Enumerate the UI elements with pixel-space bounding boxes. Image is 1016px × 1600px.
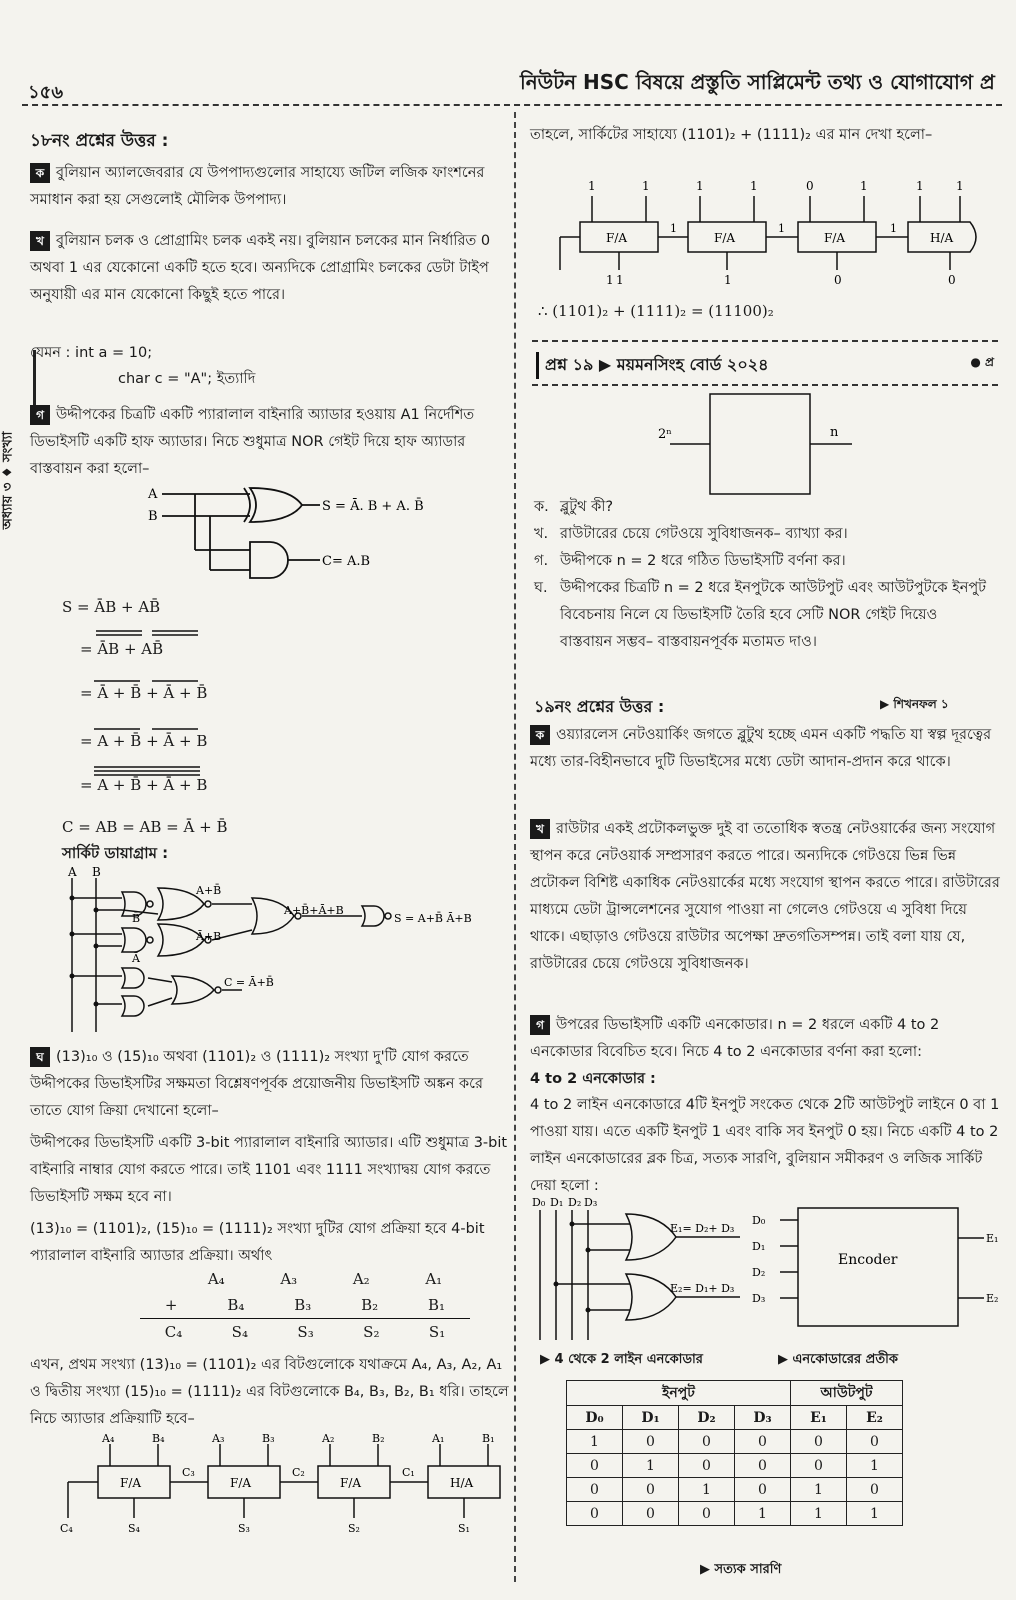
table-head-input: ইনপুট [567, 1381, 791, 1406]
col-d0: D₀ [567, 1406, 623, 1430]
column-divider [514, 112, 516, 1582]
r-ka-mark: ক [530, 725, 550, 745]
table-cell: 1 [847, 1502, 903, 1526]
r-block-2: F/A [714, 231, 736, 245]
ga-mark: গ [30, 405, 50, 425]
r-ga-text: উপরের ডিভাইসটি একটি এনকোডার। n = 2 ধরলে একটি 4 to 2 এনকোডার বিবেচিত হবে। নিচে 4 to 2 এনকোডার বর্ণনা করা হলো: [530, 1017, 940, 1060]
table-cell: 0 [623, 1478, 679, 1502]
encoder-block-stimulus [640, 392, 860, 496]
r-kha-text: রাউটার একই প্রটোকলভুক্ত দুই বা ততোধিক স্বতন্ত্র নেটওয়ার্কের জন্য সংযোগ স্থাপন করে নেটওয়ার্ক সম্প্রসারণ করতে পারে। অন্যদিকে গেটওয়ে ভিন্ন ভিন্ন প্রটোকল বিশিষ্ট একাধিক নেটওয়ার্কের মধ্যে সংযোগ স্থাপন করতে পারে। রাউটারের মাধ্যমে ডেটা ট্রান্সলেশনের সুযোগ পাওয়া না গেলেও গেটওয়ে এ সুবিধা দিয়ে থাকে। এছাড়াও গেটওয়ে রাউটার অপেক্ষা দ্রুতগতিসম্পন্ন। তাই বলা যায় যে, রাউটারের চেয়ে গেটওয়ে সুবিধাজনক। [530, 821, 1000, 972]
circuit-title: সার্কিট ডায়াগ্রাম : [62, 844, 169, 862]
learning-outcome: ▶ শিখনফল ১ [880, 697, 949, 711]
caption-encoder-circuit: ▶ 4 থেকে 2 লাইন এনকোডার [540, 1352, 703, 1367]
block-fa-4: F/A [120, 1476, 142, 1490]
page-number: ১৫৬ [28, 82, 64, 103]
s3: S₃ [297, 1323, 314, 1341]
s4: S₄ [231, 1323, 248, 1341]
b3: B₃ [294, 1296, 312, 1314]
s1: S₁ [428, 1323, 446, 1341]
add-row-b [140, 1296, 470, 1314]
r-kha-mark: খ [530, 819, 550, 839]
eq-line-1: S = ĀB + AB̄ [62, 598, 161, 616]
r-carry-2: 1 [778, 222, 785, 235]
stimulus-input-label: 2ⁿ [658, 427, 672, 442]
truth-table-column-header [567, 1406, 903, 1430]
gha-text-1: (13)₁₀ ও (15)₁₀ অথবা (1101)₂ ও (1111)₂ সংখ্যা দু'টি যোগ করতে উদ্দীপকের ডিভাইসটির সক্ষমতা বিশ্লেষণপূর্বক প্রয়োজনীয় ডিভাইসটি অঙ্কন করে তাতে যোগ ক্রিয়া দেখানো হলো– [30, 1049, 483, 1119]
circuit-output-c: C = Ā+B̄ [224, 976, 274, 989]
in-a4: A₄ [102, 1432, 115, 1445]
sym-in-d0: D₀ [752, 1214, 766, 1227]
table-cell: 0 [623, 1430, 679, 1454]
gha-text-4: এখন, প্রথম সংখ্যা (13)₁₀ = (1101)₂ এর বিটগুলোকে যথাক্রমে A₄, A₃, A₂, A₁ ও দ্বিতীয় সংখ্যা (15)₁₀ = (1111)₂ এর বিটগুলোকে B₄, B₃, B₂, B₁ ধরি। তাহলে নিচে অ্যাডার প্রক্রিয়াটি হবে– [30, 1357, 509, 1427]
truth-table [566, 1380, 903, 1526]
table-cell: 0 [623, 1502, 679, 1526]
table-head-output: আউটপুট [791, 1381, 903, 1406]
bit-a3: 1 [696, 179, 704, 193]
out-c4: C₄ [60, 1522, 73, 1535]
encoder-title: 4 to 2 এনকোডার : [530, 1071, 656, 1087]
eq-line-2: = ĀB + AB̄ [80, 640, 164, 658]
table-cell: 0 [679, 1454, 735, 1478]
gha-text-2: উদ্দীপকের ডিভাইসটি একটি 3-bit প্যারালাল বাইনারি অ্যাডার। এটি শুধুমাত্র 3-bit বাইনারি নাম্বার যোগ করতে পারে। তাই 1101 এবং 1111 সংখ্যাদ্বয় যোগ করতে ডিভাইসটি সক্ষম হবে না। [30, 1135, 508, 1205]
out-s3: S₃ [238, 1522, 250, 1535]
enc-in-d2: D₂ [568, 1196, 582, 1209]
table-row [567, 1454, 903, 1478]
table-cell: 1 [623, 1454, 679, 1478]
encoder-description: 4 to 2 লাইন এনকোডারে 4টি ইনপুট সংকেত থেকে 2টি আউটপুট লাইনে 0 বা 1 পাওয়া যায়। এতে একটি ইনপুট 1 এবং বাকি সব ইনপুট 0 হয়। নিচে একটি 4 to 2 লাইন এনকোডারের ব্লক চিত্র, সত্যক সারণি, বুলিয়ান সমীকরণ ও লজিক সার্কিট দেয়া হলো : [530, 1097, 1000, 1194]
q19-gha-text: উদ্দীপকের চিত্রটি n = 2 ধরে ইনপুটকে আউটপুট এবং আউটপুটকে ইনপুট বিবেচনায় নিলে যে ডিভাইসটি তৈরি হবে সেটি NOR গেইট দিয়েও বাস্তবায়ন সম্ভব– বাস্তবায়নপূর্বক মতামত দাও। [560, 580, 987, 650]
in-a3: A₃ [212, 1432, 225, 1445]
enc-eq-e1: E₁= D₂+ D₃ [670, 1222, 735, 1235]
answer18-gha [30, 1044, 510, 1125]
table-cell: 0 [847, 1478, 903, 1502]
b4: B₄ [227, 1296, 245, 1314]
col-d2: D₂ [679, 1406, 735, 1430]
table-cell: 0 [791, 1454, 847, 1478]
answer19-title: ১৯নং প্রশ্নের উত্তর : [534, 697, 665, 716]
gha-text-3: (13)₁₀ = (1101)₂, (15)₁₀ = (1111)₂ সংখ্যা দুটির যোগ প্রক্রিয়া হবে 4-bit প্যারালাল বাইনারি অ্যাডার প্রক্রিয়া। অর্থাৎ [30, 1221, 485, 1264]
table-row [567, 1478, 903, 1502]
add-row-s [140, 1318, 470, 1341]
ha-input-b: B [148, 509, 158, 524]
q19-ka-num: ক. [534, 499, 549, 515]
q19-ga [534, 548, 1000, 575]
r-ga-mark: গ [530, 1015, 550, 1035]
c4: C₄ [164, 1323, 183, 1341]
circuit-input-a: A [68, 865, 77, 879]
sym-in-d3: D₃ [752, 1292, 766, 1305]
r-ka-text: ওয়্যারলেস নেটওয়ার্কিং জগতে ব্লুটুথ হচ্ছে এমন একটি পদ্ধতি যা স্বল্প দূরত্বের মধ্যে তার-বিহীনভাবে দুটি ডিভাইসের মধ্যে ডেটা আদান-প্রদান করে থাকে। [530, 727, 992, 770]
b2: B₂ [361, 1296, 379, 1314]
answer18-kha [30, 228, 510, 309]
q19-ga-text: উদ্দীপকে n = 2 ধরে গঠিত ডিভাইসটি বর্ণনা কর। [560, 553, 846, 569]
table-cell: 0 [735, 1478, 791, 1502]
col-d1: D₁ [623, 1406, 679, 1430]
table-cell: 0 [791, 1430, 847, 1454]
example-line-1: যেমন : int a = 10; [30, 345, 153, 361]
circuit-label-ab1: A+B̄ [196, 884, 222, 897]
table-row [567, 1430, 903, 1454]
stimulus-output-label: n [830, 425, 839, 440]
circuit-label-na: Ā [132, 952, 140, 965]
enc-eq-e2: E₂= D₁+ D₃ [670, 1282, 735, 1295]
table-row [567, 1502, 903, 1526]
half-adder-diagram [140, 480, 480, 590]
question19-banner [532, 340, 998, 386]
a2: A₂ [352, 1270, 370, 1288]
r-out-c4: 1 [606, 273, 614, 287]
add-row-a [140, 1270, 470, 1288]
r-out-s3: 1 [724, 273, 732, 287]
in-a2: A₂ [322, 1432, 335, 1445]
s2: S₂ [363, 1323, 380, 1341]
nor-half-adder-circuit [62, 864, 512, 1034]
a4: A₄ [207, 1270, 225, 1288]
col-d3: D₃ [735, 1406, 791, 1430]
header-rule [22, 104, 1002, 106]
bit-a1: 1 [916, 179, 924, 193]
result-adder-diagram [550, 178, 990, 290]
in-b2: B₂ [372, 1432, 385, 1445]
sym-in-d1: D₁ [752, 1240, 766, 1253]
q19-kha-num: খ. [534, 526, 549, 542]
bit-b1: 1 [956, 179, 964, 193]
in-a1: A₁ [432, 1432, 445, 1445]
table-cell: 0 [847, 1430, 903, 1454]
caption-truth-table: ▶ সত্যক সারণি [700, 1562, 782, 1577]
a1: A₁ [425, 1270, 443, 1288]
q19-gha-num: ঘ. [534, 580, 548, 596]
addition-layout [140, 1270, 470, 1341]
table-cell: 0 [735, 1430, 791, 1454]
encoder-symbol [748, 1202, 998, 1332]
table-cell: 0 [679, 1430, 735, 1454]
sym-in-d2: D₂ [752, 1266, 766, 1279]
bit-b3: 1 [750, 179, 758, 193]
ha-carry-output: C= A.B [322, 554, 371, 569]
ha-sum-output: S = Ā. B + A. B̄ [322, 499, 424, 514]
table-cell: 0 [735, 1454, 791, 1478]
example-line-2: char c = "A"; ইত্যাদি [118, 371, 256, 387]
r-block-1: F/A [606, 231, 628, 245]
kha-text: বুলিয়ান চলক ও প্রোগ্রামিং চলক একই নয়। বুলিয়ান চলকের মান নির্ধারিত 0 অথবা 1 এর যেকোনো একটি হতে হবে। অন্যদিকে প্রোগ্রামিং চলকের ডেটা টাইপ অনুযায়ী এর মান যেকোনো কিছুই হতে পারে। [30, 233, 491, 303]
gha-mark: ঘ [30, 1047, 50, 1067]
answer18-title: ১৮নং প্রশ্নের উত্তর : [30, 131, 169, 151]
in-b4: B₄ [152, 1432, 165, 1445]
circuit-label-nb: B̄ [132, 912, 141, 925]
carry-c3: C₃ [182, 1466, 195, 1479]
carry-c2: C₂ [292, 1466, 305, 1479]
table-cell: 1 [567, 1430, 623, 1454]
q19-gha [534, 575, 1000, 656]
kha-mark: খ [30, 231, 50, 251]
r-out-s4: 1 [616, 273, 624, 287]
in-b1: B₁ [482, 1432, 495, 1445]
circuit-output-s: S = A+B̄ Ā+B [394, 912, 472, 925]
sym-out-e1: E₁ [986, 1232, 998, 1245]
question19-tag: ● প্র [970, 355, 994, 369]
question19-title: প্রশ্ন ১৯ ▶ ময়মনসিংহ বোর্ড ২০২৪ [536, 352, 769, 379]
result-equation: ∴ (1101)₂ + (1111)₂ = (11100)₂ [538, 302, 774, 320]
table-cell: 0 [567, 1478, 623, 1502]
eq-line-3: = Ā + B̄ + Ā + B̄ [80, 684, 208, 702]
carry-equation: C = AB = AB = Ā + B̄ [62, 818, 228, 836]
side-chapter-label: অধ্যায় ৩ ♦ সংখ্যা [0, 431, 16, 530]
table-cell: 0 [567, 1502, 623, 1526]
circuit-input-b: B [92, 865, 101, 879]
answer18-ga [30, 402, 510, 483]
caption-encoder-symbol: ▶ এনকোডারের প্রতীক [778, 1352, 898, 1367]
r-out-s1: 0 [948, 273, 956, 287]
answer19-ga [530, 1012, 1000, 1066]
table-cell: 1 [735, 1502, 791, 1526]
ka-text: বুলিয়ান অ্যালজেবরার যে উপপাদ্যগুলোর সাহায্যে জটিল লজিক ফাংশনের সমাধান করা হয় সেগুলোই মৌলিক উপপাদ্য। [30, 165, 485, 208]
q19-ka [534, 494, 1000, 521]
col-e2: E₂ [847, 1406, 903, 1430]
r-carry-3: 1 [670, 222, 677, 235]
ga-text: উদ্দীপকের চিত্রটি একটি প্যারালাল বাইনারি অ্যাডার হওয়ায় A1 নির্দেশিত ডিভাইসটি একটি হাফ অ্যাডার। নিচে শুধুমাত্র NOR গেইট দিয়ে হাফ অ্যাডার বাস্তবায়ন করা হলো– [30, 407, 475, 477]
bit-a2: 0 [806, 179, 814, 193]
block-fa-2: F/A [340, 1476, 362, 1490]
answer19-kha [530, 816, 1000, 978]
book-title: নিউটন HSC বিষয়ে প্রস্তুতি সাপ্লিমেন্ট তথ্য ও যোগাযোগ প্র [520, 70, 995, 94]
block-fa-3: F/A [230, 1476, 252, 1490]
q19-ga-num: গ. [534, 553, 549, 569]
enc-in-d0: D₀ [532, 1196, 546, 1209]
right-intro: তাহলে, সার্কিটের সাহায্যে (1101)₂ + (1111)₂ এর মান দেখা হলো– [530, 127, 933, 143]
circuit-label-ab2: Ā+B [196, 930, 222, 943]
a3: A₃ [280, 1270, 298, 1288]
r-block-4: H/A [930, 231, 954, 245]
out-s2: S₂ [348, 1522, 360, 1535]
bit-a4: 1 [588, 179, 596, 193]
q19-kha [534, 521, 1000, 548]
plus-sign: + [164, 1296, 178, 1314]
q19-kha-text: রাউটারের চেয়ে গেটওয়ে সুবিধাজনক– ব্যাখ্যা কর। [560, 526, 848, 542]
eq-overbars [80, 625, 230, 785]
b1: B₁ [428, 1296, 446, 1314]
enc-in-d3: D₃ [584, 1196, 598, 1209]
table-cell: 1 [679, 1478, 735, 1502]
truth-table-group-header [567, 1381, 903, 1406]
answer18-ka [30, 160, 510, 214]
q19-ka-text: ব্লুটুথ কী? [560, 499, 614, 515]
r-out-s2: 0 [834, 273, 842, 287]
encoder-label: Encoder [838, 1252, 898, 1268]
bit-b2: 1 [860, 179, 868, 193]
table-cell: 1 [847, 1454, 903, 1478]
enc-in-d1: D₁ [550, 1196, 564, 1209]
r-block-3: F/A [824, 231, 846, 245]
eq-line-4: = A + B̄ + Ā + B [80, 732, 208, 750]
table-cell: 0 [679, 1502, 735, 1526]
four-bit-adder-diagram [58, 1430, 508, 1540]
answer19-ka [530, 722, 1000, 776]
carry-c1: C₁ [402, 1466, 415, 1479]
sym-out-e2: E₂ [986, 1292, 998, 1305]
ka-mark: ক [30, 163, 50, 183]
out-s4: S₄ [128, 1522, 140, 1535]
table-cell: 1 [791, 1502, 847, 1526]
table-cell: 0 [567, 1454, 623, 1478]
encoder-logic-circuit [530, 1192, 750, 1342]
in-b3: B₃ [262, 1432, 275, 1445]
question19-list [534, 494, 1000, 656]
eq-line-5: = A + B̄ + Ā + B [80, 776, 208, 794]
bit-b4: 1 [642, 179, 650, 193]
ha-input-a: A [148, 487, 158, 502]
col-e1: E₁ [791, 1406, 847, 1430]
circuit-label-sum: A+B̄+Ā+B [284, 904, 344, 917]
block-ha-1: H/A [450, 1476, 474, 1490]
out-s1: S₁ [458, 1522, 470, 1535]
table-cell: 1 [791, 1478, 847, 1502]
r-carry-1: 1 [890, 222, 897, 235]
